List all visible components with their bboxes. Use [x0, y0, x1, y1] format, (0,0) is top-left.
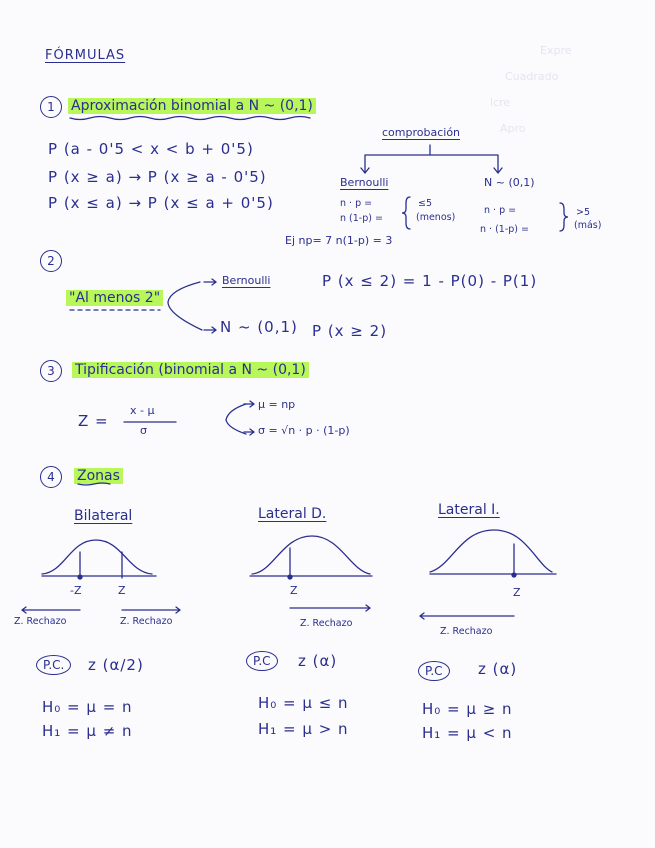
- faint-text: lcre: [490, 96, 511, 109]
- bilateral-z: Z: [118, 584, 126, 597]
- bilateral-curve: [42, 540, 152, 574]
- example-text: Ej np= 7 n(1-p) = 3: [285, 234, 393, 247]
- section-3-number: 3: [40, 360, 62, 382]
- faint-text: Cuadrado: [505, 70, 559, 83]
- bern-np: n · p =: [340, 198, 373, 209]
- bilateral-rechazo-left: Z. Rechazo: [14, 616, 67, 627]
- formula-ge: P (x ≥ a) → P (x ≥ a - 0'5): [48, 168, 267, 186]
- bern-nq: n (1-p) =: [340, 213, 383, 224]
- sigma-formula: σ = √n · p · (1-p): [258, 424, 350, 437]
- lateral-i-h1: H₁ = μ < n: [422, 724, 513, 742]
- formula-le: P (x ≤ a) → P (x ≤ a + 0'5): [48, 194, 274, 212]
- al-menos-bernoulli: Bernoulli: [222, 274, 271, 287]
- comprobacion-tree: [365, 145, 498, 172]
- section-1-number: 1: [40, 96, 62, 118]
- section-4-heading: Zonas: [74, 468, 123, 484]
- formula-range: P (a - 0'5 < x < b + 0'5): [48, 140, 254, 158]
- lateral-d-z: Z: [290, 584, 298, 597]
- page-title: FÓRMULAS: [45, 48, 126, 63]
- lateral-i-pc-value: z (α): [478, 660, 518, 678]
- bilateral-title: Bilateral: [74, 508, 133, 524]
- al-menos-normal-formula: P (x ≥ 2): [312, 322, 388, 340]
- section-2-number: 2: [40, 250, 62, 272]
- lateral-i-rechazo: Z. Rechazo: [440, 626, 493, 637]
- faint-text: Apro: [500, 122, 526, 135]
- bilateral-pc: P.C.: [36, 654, 71, 675]
- lateral-i-title: Lateral I.: [438, 502, 500, 518]
- lateral-i-z: Z: [513, 586, 521, 599]
- bern-brace: [402, 197, 410, 229]
- lateral-d-curve: [252, 536, 370, 574]
- normal-gt5: >5: [576, 207, 591, 218]
- lateral-i-curve: [430, 530, 552, 572]
- mu-formula: μ = np: [258, 398, 296, 411]
- lateral-d-h1: H₁ = μ > n: [258, 720, 349, 738]
- bilateral-rechazo-right: Z. Rechazo: [120, 616, 173, 627]
- comprobacion-label: comprobación: [382, 126, 461, 139]
- bilateral-pc-value: z (α/2): [88, 656, 144, 674]
- al-menos-label: "Al menos 2": [66, 290, 163, 306]
- faint-text: Expre: [540, 44, 572, 57]
- normal-brace: [560, 203, 568, 231]
- lateral-d-rechazo: Z. Rechazo: [300, 618, 353, 629]
- lateral-d-h0: H₀ = μ ≤ n: [258, 694, 349, 712]
- lateral-d-pc: P.C: [246, 650, 278, 671]
- frac-numerator: x - μ: [130, 404, 155, 417]
- z-equals: Z =: [78, 412, 109, 430]
- bilateral-h1: H₁ = μ ≠ n: [42, 722, 133, 740]
- bern-menos: (menos): [416, 212, 456, 223]
- lateral-i-pc: P.C: [418, 660, 450, 681]
- lateral-d-title: Lateral D.: [258, 506, 327, 522]
- section-3-heading: Tipificación (binomial a N ~ (0,1): [72, 362, 309, 378]
- al-menos-bern-formula: P (x ≤ 2) = 1 - P(0) - P(1): [322, 272, 538, 290]
- lateral-d-pc-value: z (α): [298, 652, 338, 670]
- lateral-i-h0: H₀ = μ ≥ n: [422, 700, 513, 718]
- al-menos-branch: [168, 282, 202, 330]
- normal-np: n · p =: [484, 205, 517, 216]
- normal-label: N ~ (0,1): [484, 176, 535, 189]
- bernoulli-label: Bernoulli: [340, 176, 389, 189]
- section-4-number: 4: [40, 466, 62, 488]
- section-1-heading: Aproximación binomial a N ~ (0,1): [68, 98, 316, 114]
- bilateral-neg-z: -Z: [70, 584, 82, 597]
- normal-mas: (más): [574, 220, 602, 231]
- frac-denominator: σ: [140, 424, 147, 437]
- bilateral-h0: H₀ = μ = n: [42, 698, 133, 716]
- heading-1-underline: [70, 117, 310, 120]
- bern-le5: ≤5: [418, 198, 433, 209]
- tipificacion-branch: [226, 404, 246, 434]
- al-menos-normal: N ~ (0,1): [220, 318, 298, 336]
- normal-nq: n · (1-p) =: [480, 224, 529, 235]
